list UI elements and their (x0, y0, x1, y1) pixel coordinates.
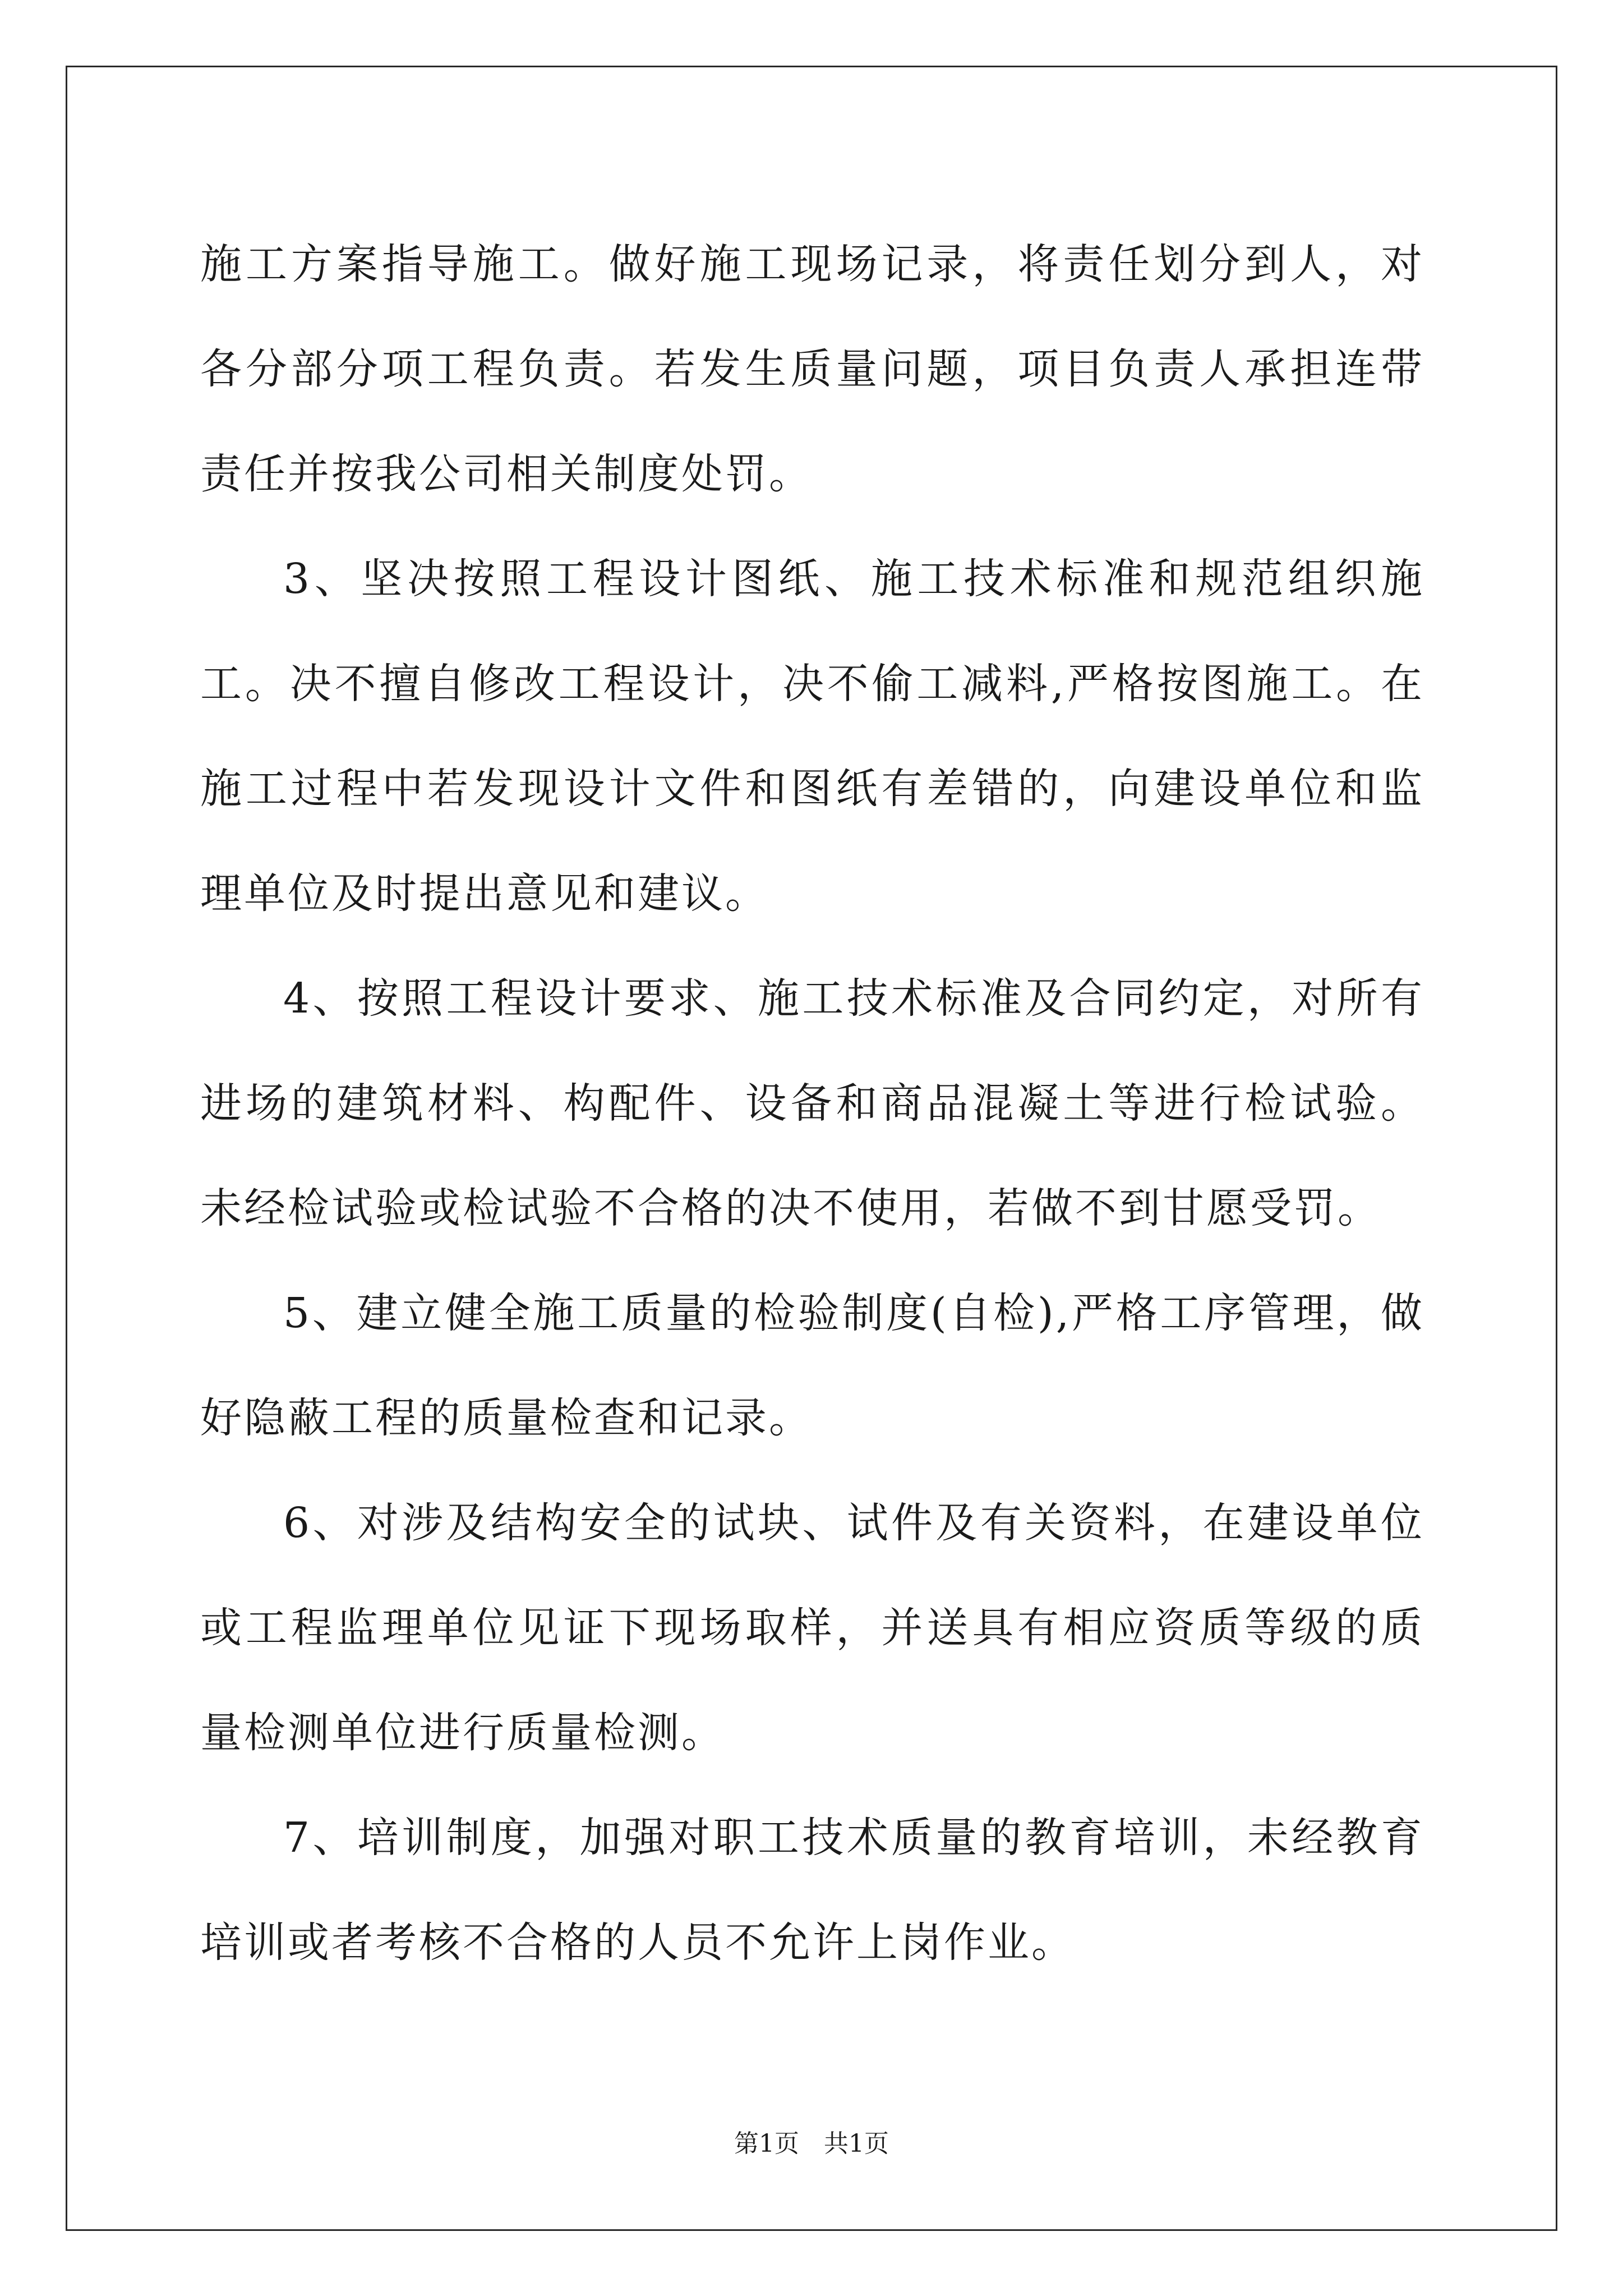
paragraph-item-7: 7、培训制度，加强对职工技术质量的教育培训，未经教育培训或者考核不合格的人员不允许上岗作业。 (200, 1814, 1424, 1967)
page-footer (0, 2127, 1623, 2161)
document-body (200, 212, 1424, 1995)
paragraph-item-5: 5、建立健全施工质量的检验制度(自检),严格工序管理，做好隐蔽工程的质量检查和记录。 (200, 1289, 1424, 1442)
paragraph-continuation: 施工方案指导施工。做好施工现场记录，将责任划分到人，对各分部分项工程负责。若发生质量问题，项目负责人承担连带责任并按我公司相关制度处罚。 (200, 240, 1424, 498)
paragraph-item-4: 4、按照工程设计要求、施工技术标准及合同约定，对所有进场的建筑材料、构配件、设备和商品混凝土等进行检试验。未经检试验或检试验不合格的决不使用，若做不到甘愿受罚。 (200, 974, 1424, 1232)
paragraph-item-6: 6、对涉及结构安全的试块、试件及有关资料，在建设单位或工程监理单位见证下现场取样，并送具有相应资质等级的质量检测单位进行质量检测。 (200, 1499, 1424, 1757)
paragraph-item-3: 3、坚决按照工程设计图纸、施工技术标准和规范组织施工。决不擅自修改工程设计，决不偷工减料,严格按图施工。在施工过程中若发现设计文件和图纸有差错的，向建设单位和监理单位及时提出意见和建议。 (200, 555, 1424, 918)
total-pages-label: 共1页 (824, 2129, 889, 2158)
current-page-label: 第1页 (734, 2129, 799, 2158)
